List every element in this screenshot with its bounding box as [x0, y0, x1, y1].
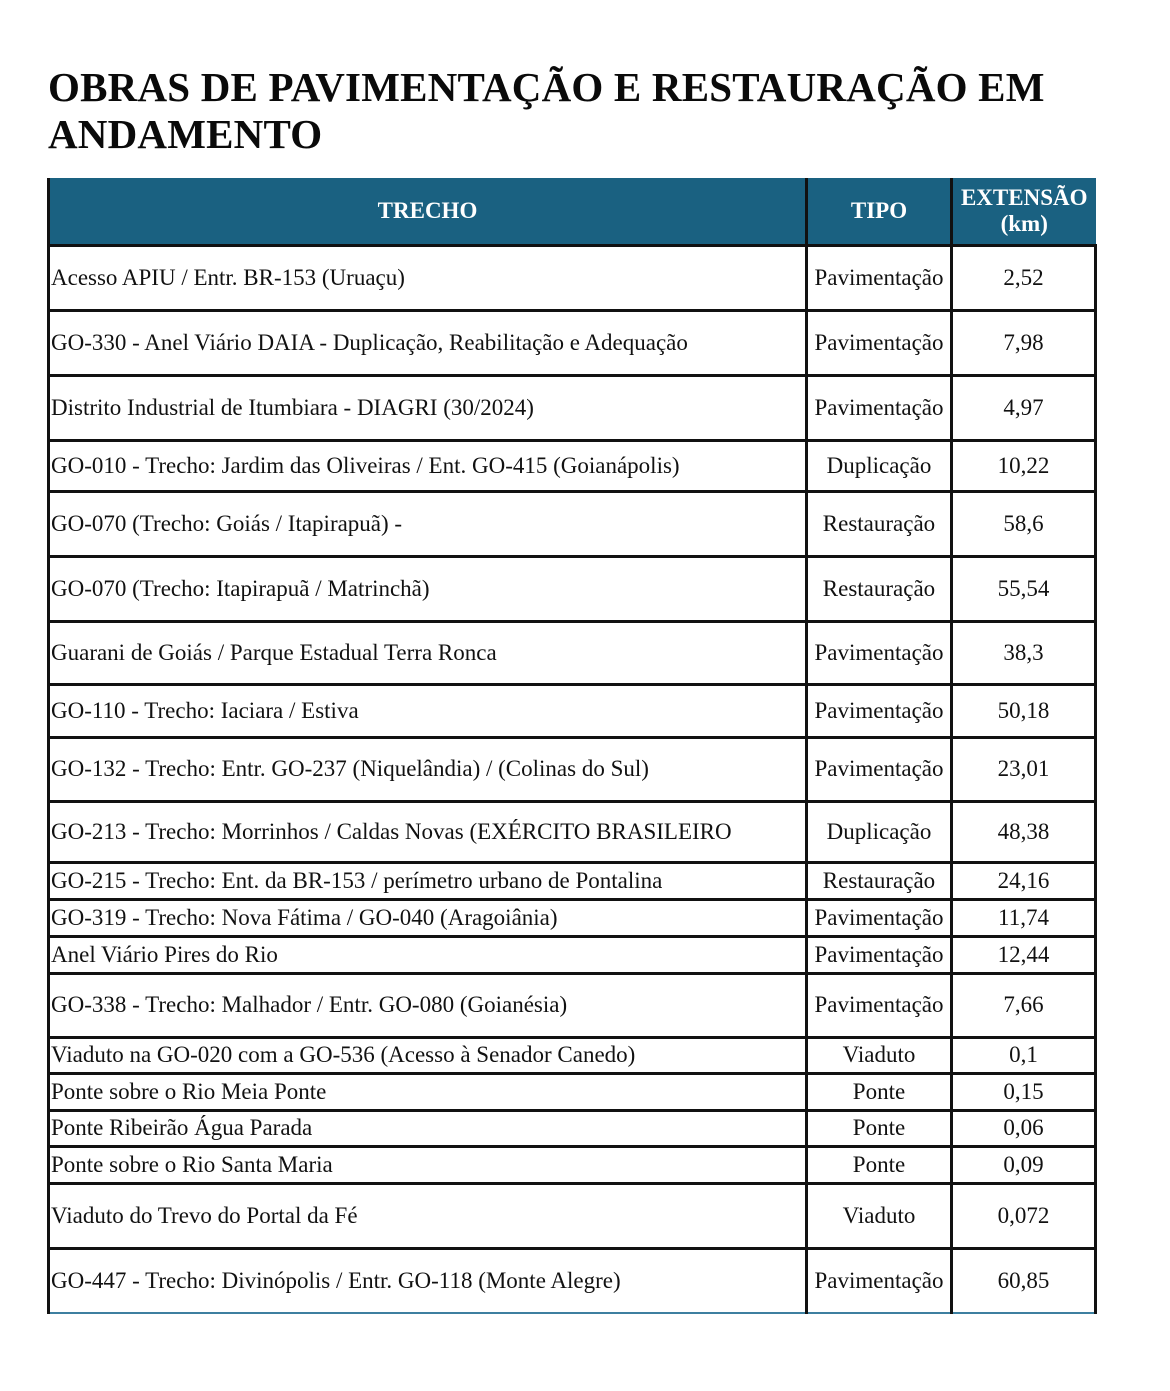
table-row — [49, 1248, 1096, 1313]
table-row — [49, 862, 1096, 899]
trecho-cell: GO-447 - Trecho: Divinópolis / Entr. GO-118 (Monte Alegre) — [49, 1248, 807, 1313]
header-tipo: TIPO — [807, 178, 952, 245]
trecho-cell: Ponte sobre o Rio Santa Maria — [49, 1146, 807, 1183]
header-extensao — [952, 178, 1096, 245]
extensao-cell: 11,74 — [952, 899, 1096, 936]
trecho-cell: Guarani de Goiás / Parque Estadual Terra Ronca — [49, 621, 807, 684]
table-row — [49, 936, 1096, 973]
extensao-cell: 10,22 — [952, 440, 1096, 491]
tipo-cell: Viaduto — [807, 1183, 952, 1248]
trecho-cell: GO-215 - Trecho: Ent. da BR-153 / perímetro urbano de Pontalina — [49, 862, 807, 899]
tipo-cell: Pavimentação — [807, 936, 952, 973]
table-row — [49, 1073, 1096, 1110]
table-row — [49, 310, 1096, 375]
tipo-cell: Duplicação — [807, 440, 952, 491]
tipo-cell: Pavimentação — [807, 1248, 952, 1313]
extensao-cell: 58,6 — [952, 491, 1096, 556]
extensao-cell: 0,06 — [952, 1110, 1096, 1146]
tipo-cell: Ponte — [807, 1110, 952, 1146]
extensao-cell: 0,09 — [952, 1146, 1096, 1183]
table-row — [49, 1146, 1096, 1183]
trecho-cell: Viaduto na GO-020 com a GO-536 (Acesso à Senador Canedo) — [49, 1037, 807, 1073]
extensao-cell: 60,85 — [952, 1248, 1096, 1313]
table-header-row — [49, 178, 1096, 245]
trecho-cell: GO-110 - Trecho: Iaciara / Estiva — [49, 684, 807, 737]
table-row — [49, 491, 1096, 556]
trecho-cell: Acesso APIU / Entr. BR-153 (Uruaçu) — [49, 245, 807, 310]
table-row — [49, 899, 1096, 936]
tipo-cell: Duplicação — [807, 801, 952, 862]
table-row — [49, 737, 1096, 801]
trecho-cell: GO-338 - Trecho: Malhador / Entr. GO-080 (Goianésia) — [49, 973, 807, 1037]
table-row — [49, 1183, 1096, 1248]
extensao-cell: 0,15 — [952, 1073, 1096, 1110]
tipo-cell: Restauração — [807, 862, 952, 899]
tipo-cell: Pavimentação — [807, 375, 952, 440]
trecho-cell: GO-070 (Trecho: Itapirapuã / Matrinchã) — [49, 556, 807, 621]
table-row — [49, 621, 1096, 684]
trecho-cell: Anel Viário Pires do Rio — [49, 936, 807, 973]
extensao-cell: 7,66 — [952, 973, 1096, 1037]
tipo-cell: Pavimentação — [807, 245, 952, 310]
table-row — [49, 1037, 1096, 1073]
trecho-cell: GO-213 - Trecho: Morrinhos / Caldas Novas (EXÉRCITO BRASILEIRO — [49, 801, 807, 862]
tipo-cell: Pavimentação — [807, 737, 952, 801]
page-title: OBRAS DE PAVIMENTAÇÃO E RESTAURAÇÃO EM ANDAMENTO — [48, 64, 1045, 157]
tipo-cell: Viaduto — [807, 1037, 952, 1073]
header-trecho: TRECHO — [49, 178, 807, 245]
extensao-cell: 0,072 — [952, 1183, 1096, 1248]
tipo-cell: Ponte — [807, 1073, 952, 1110]
table-row — [49, 973, 1096, 1037]
trecho-cell: GO-132 - Trecho: Entr. GO-237 (Niquelândia) / (Colinas do Sul) — [49, 737, 807, 801]
trecho-cell: Viaduto do Trevo do Portal da Fé — [49, 1183, 807, 1248]
trecho-cell: Ponte Ribeirão Água Parada — [49, 1110, 807, 1146]
tipo-cell: Pavimentação — [807, 899, 952, 936]
trecho-cell: GO-319 - Trecho: Nova Fátima / GO-040 (Aragoiânia) — [49, 899, 807, 936]
extensao-cell: 7,98 — [952, 310, 1096, 375]
extensao-cell: 0,1 — [952, 1037, 1096, 1073]
tipo-cell: Ponte — [807, 1146, 952, 1183]
tipo-cell: Pavimentação — [807, 621, 952, 684]
trecho-cell: GO-070 (Trecho: Goiás / Itapirapuã) - — [49, 491, 807, 556]
table-row — [49, 245, 1096, 310]
tipo-cell: Pavimentação — [807, 973, 952, 1037]
table-row — [49, 684, 1096, 737]
extensao-cell: 2,52 — [952, 245, 1096, 310]
tipo-cell: Restauração — [807, 491, 952, 556]
table-row — [49, 556, 1096, 621]
extensao-cell: 4,97 — [952, 375, 1096, 440]
table-row — [49, 375, 1096, 440]
table-row — [49, 1110, 1096, 1146]
trecho-cell: GO-010 - Trecho: Jardim das Oliveiras / Ent. GO-415 (Goianápolis) — [49, 440, 807, 491]
extensao-cell: 38,3 — [952, 621, 1096, 684]
extensao-cell: 23,01 — [952, 737, 1096, 801]
extensao-cell: 12,44 — [952, 936, 1096, 973]
obras-table — [47, 178, 1097, 1314]
table-body — [49, 245, 1096, 1313]
extensao-cell: 55,54 — [952, 556, 1096, 621]
trecho-cell: Ponte sobre o Rio Meia Ponte — [49, 1073, 807, 1110]
tipo-cell: Restauração — [807, 556, 952, 621]
extensao-cell: 24,16 — [952, 862, 1096, 899]
tipo-cell: Pavimentação — [807, 684, 952, 737]
header-extensao-line1: EXTENSÃO — [960, 184, 1088, 210]
trecho-cell: Distrito Industrial de Itumbiara - DIAGRI (30/2024) — [49, 375, 807, 440]
tipo-cell: Pavimentação — [807, 310, 952, 375]
table-row — [49, 440, 1096, 491]
table-row — [49, 801, 1096, 862]
extensao-cell: 50,18 — [952, 684, 1096, 737]
header-extensao-unit: (km) — [1000, 210, 1048, 236]
extensao-cell: 48,38 — [952, 801, 1096, 862]
trecho-cell: GO-330 - Anel Viário DAIA - Duplicação, Reabilitação e Adequação — [49, 310, 807, 375]
